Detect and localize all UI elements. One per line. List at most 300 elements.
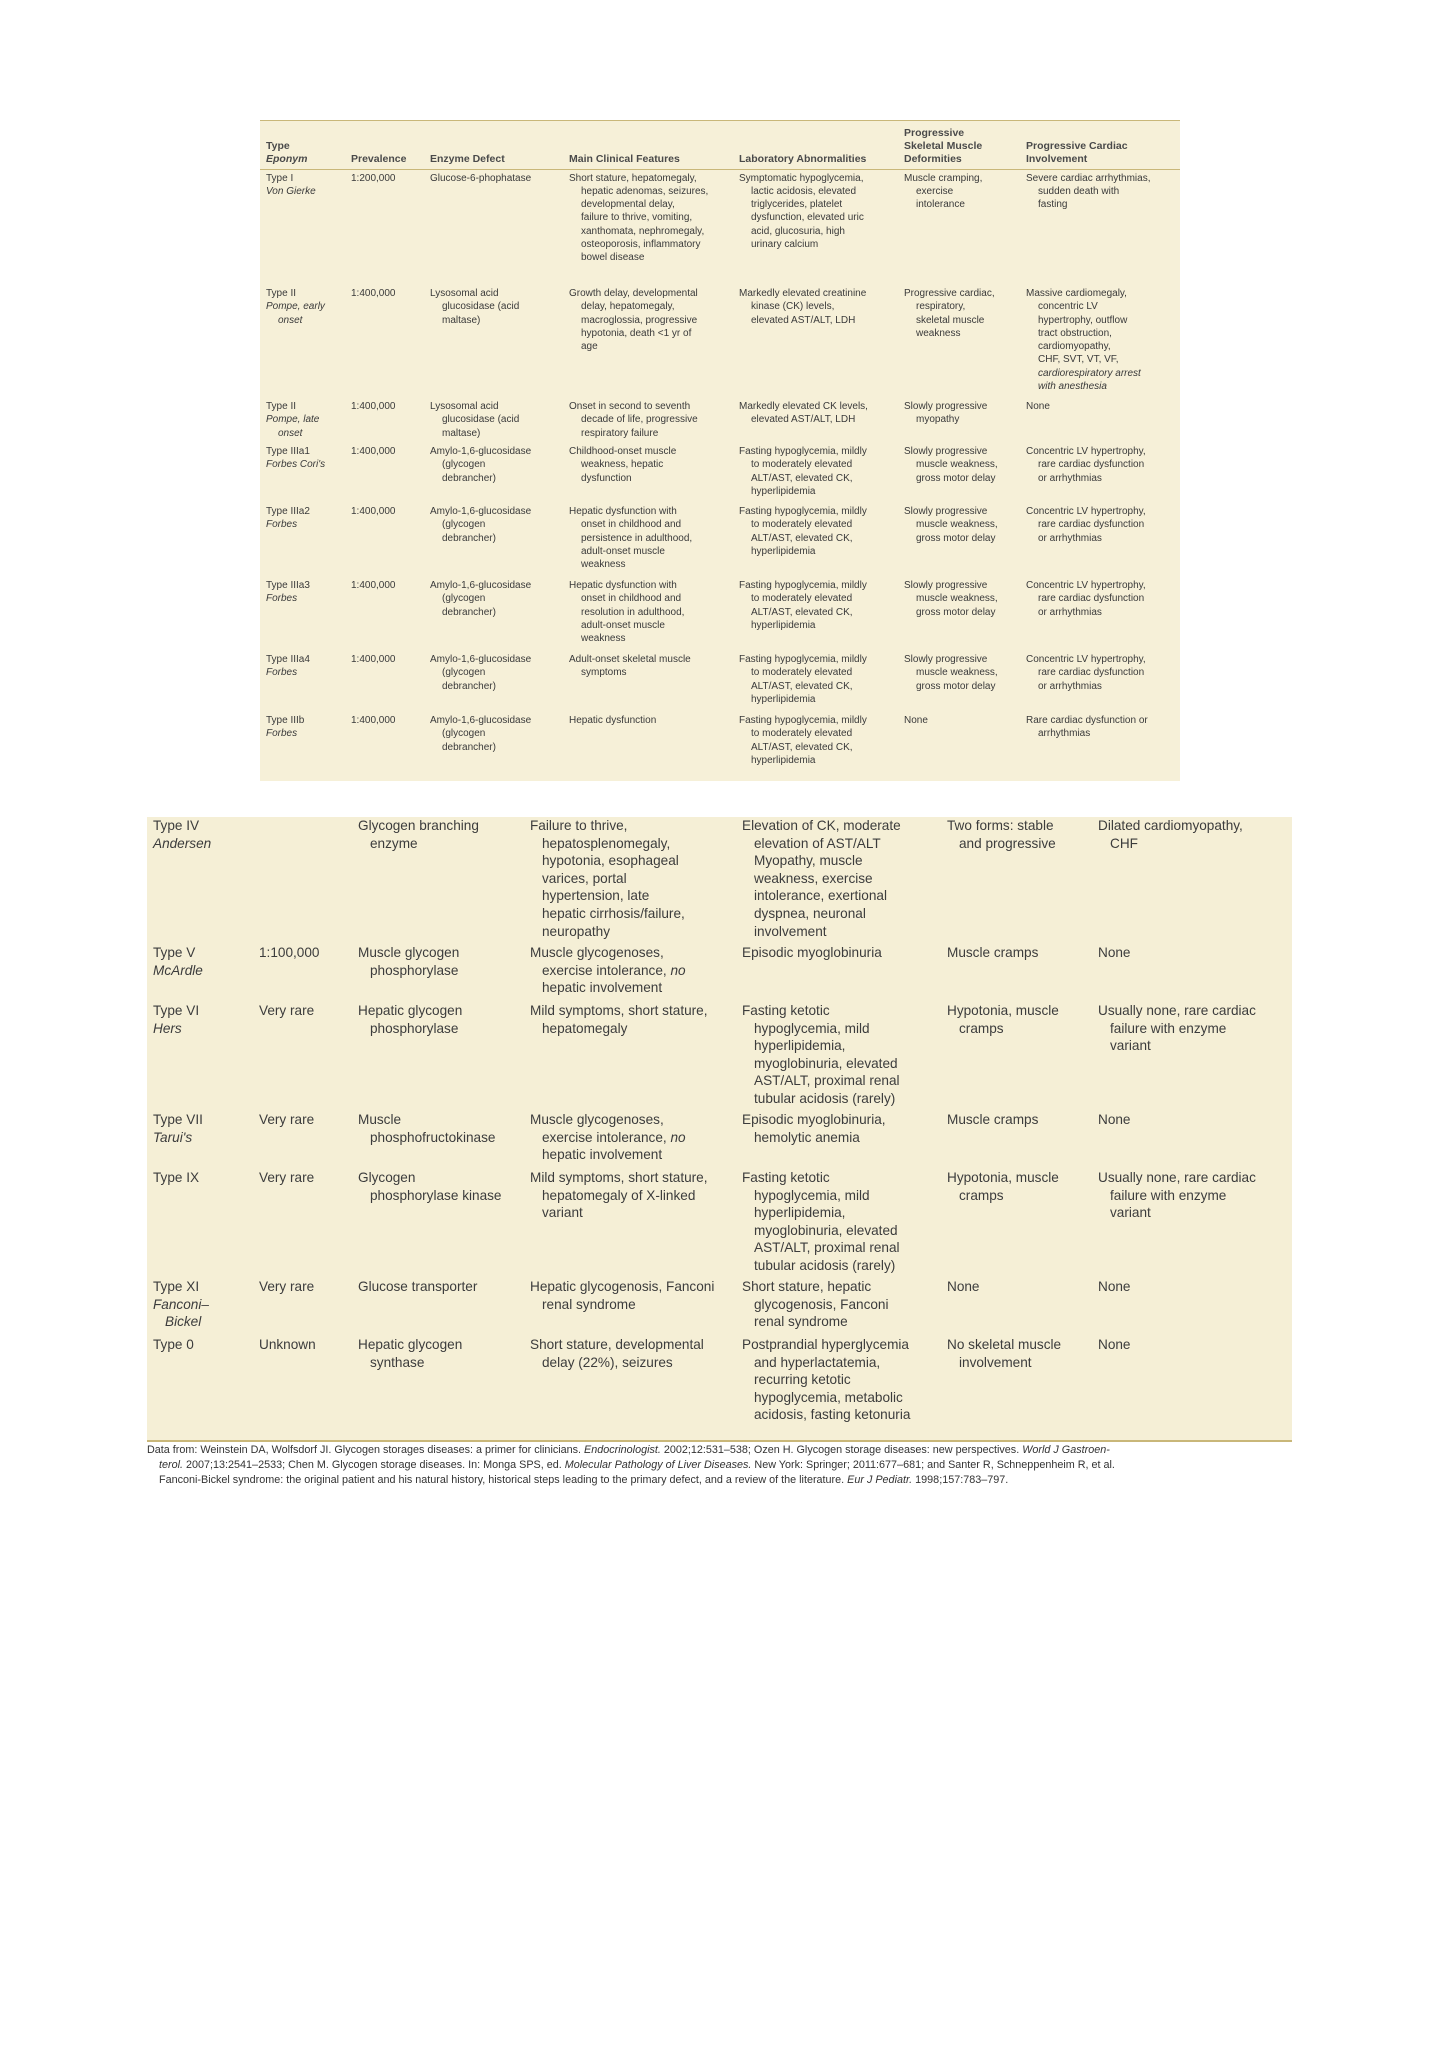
cell-text-line: dysfunction, elevated uric (751, 212, 864, 224)
cell-text-line: lactic acidosis, elevated (751, 185, 857, 197)
cell-text-line: gross motor delay (916, 680, 996, 692)
cell-text-line: involvement (754, 923, 827, 939)
cell-text-line: myopathy (916, 414, 960, 426)
cell-lab (736, 817, 941, 944)
cell-text-line: tubular acidosis (rarely) (754, 1090, 896, 1106)
cell-enzyme (424, 712, 563, 778)
cell-text-line: with anesthesia (1038, 381, 1107, 393)
cell-enzyme (352, 817, 524, 944)
table1-body (260, 169, 1180, 778)
cell-enzyme (424, 577, 563, 651)
glycogen-storage-table-part2 (147, 817, 1292, 1442)
cell-text-line: elevated AST/ALT, LDH (751, 414, 856, 426)
type-label: Type IIIa1 (266, 446, 310, 457)
cell-lab (736, 1169, 941, 1278)
eponym-label: Andersen (153, 835, 212, 851)
cell-lab (733, 398, 898, 443)
cell-text-line: Usually none, rare cardiac (1098, 1003, 1256, 1018)
cell-text-line: Glycogen branching (358, 818, 479, 833)
eponym-label: Forbes (266, 593, 298, 605)
cell-text-line: Concentric LV hypertrophy, (1026, 580, 1146, 591)
header-lab: Laboratory Abnormalities (733, 121, 898, 169)
cell-text-line: to moderately elevated (751, 667, 853, 679)
cell-text-line: hypoglycemia, mild (754, 1187, 870, 1203)
cell-text-line: variant (542, 1205, 583, 1221)
cell-text-line: hypertrophy, outflow (1038, 314, 1128, 326)
table-row (147, 1169, 1292, 1278)
cell-text-line: Postprandial hyperglycemia (742, 1337, 909, 1352)
cell-text-line: skeletal muscle (916, 314, 985, 326)
cell-text-line: Short stature, developmental (530, 1337, 704, 1352)
cell-prevalence: 1:400,000 (351, 654, 396, 665)
cell-text-line: Slowly progressive (904, 580, 988, 591)
cell-prevalence (253, 817, 352, 944)
cell-prevalence: 1:400,000 (351, 580, 396, 591)
cell-text-line: gross motor delay (916, 606, 996, 618)
cell-text-line: Amylo-1,6-glucosidase (430, 446, 532, 457)
italic-word: no (670, 1129, 686, 1145)
cell-text-line: Muscle (358, 1112, 402, 1127)
cell-text-line: Muscle glycogen (358, 945, 460, 960)
cell-lab (733, 712, 898, 778)
cell-enzyme (352, 944, 524, 1002)
cell-text-line: hyperlipidemia, (754, 1038, 846, 1054)
cell-text-line: debrancher) (442, 606, 496, 618)
header-prevalence: Prevalence (345, 121, 424, 169)
eponym-label: Hers (153, 1020, 182, 1036)
cell-text-line: to moderately elevated (751, 728, 853, 740)
cell-cardiac (1092, 1111, 1292, 1169)
cell-text-line: synthase (370, 1354, 425, 1370)
cell-text-line: tubular acidosis (rarely) (754, 1257, 896, 1273)
cell-text-line: debrancher) (442, 532, 496, 544)
cell-text-line: hyperlipidemia (751, 545, 816, 557)
cell-text-line: tract obstruction, (1038, 327, 1112, 339)
cell-text-line: or arrhythmias (1038, 680, 1102, 692)
cell-text-line: sudden death with (1038, 185, 1120, 197)
cell-text-line: Muscle cramps (947, 1112, 1039, 1127)
cell-text-line: ALT/AST, elevated CK, (751, 472, 853, 484)
cell-text-line: triglycerides, platelet (751, 199, 843, 211)
cell-text-line: hypotonia, death <1 yr of (581, 327, 692, 339)
cell-text-line: intolerance, exertional (754, 888, 887, 904)
cell-text-line: debrancher) (442, 680, 496, 692)
cell-text-line: cardiomyopathy, (1038, 341, 1111, 353)
cell-skeletal (898, 651, 1020, 712)
cell-text-line: None (947, 1279, 980, 1294)
cell-text-line: ALT/AST, elevated CK, (751, 606, 853, 618)
cell-text-line: glucosidase (acid (442, 414, 520, 426)
cell-cardiac (1092, 944, 1292, 1002)
cell-text-line: hepatomegaly (542, 1020, 628, 1036)
cell-text-line: Hepatic glycogen (358, 1003, 463, 1018)
cell-text-line: Fasting ketotic (742, 1003, 830, 1018)
cell-text-line: CHF, SVT, VT, VF, (1038, 354, 1119, 366)
table-row (260, 285, 1180, 398)
cell-text-line: hemolytic anemia (754, 1129, 860, 1145)
eponym-label: McArdle (153, 962, 203, 978)
cell-text-line: None (1098, 1279, 1131, 1294)
eponym-label: Pompe, late (266, 414, 320, 426)
header-type: Type Eponym (260, 121, 345, 169)
cell-text-line: muscle weakness, (916, 593, 998, 605)
cell-lab (736, 944, 941, 1002)
cell-text-line: exercise (916, 185, 954, 197)
cell-text-line: urinary calcium (751, 238, 819, 250)
cell-enzyme (424, 503, 563, 577)
cell-prevalence: Very rare (259, 1003, 315, 1018)
cell-lab (736, 1111, 941, 1169)
cell-lab (736, 1002, 941, 1111)
cell-lab (733, 651, 898, 712)
cell-text-line: Elevation of CK, moderate (742, 818, 901, 833)
cell-text-line: acid, glucosuria, high (751, 225, 845, 237)
cell-text-line: Massive cardiomegaly, (1026, 288, 1127, 299)
eponym-label: Tarui's (153, 1129, 193, 1145)
cell-enzyme (352, 1336, 524, 1434)
cell-clinical (563, 651, 733, 712)
cell-text-line: ALT/AST, elevated CK, (751, 741, 853, 753)
table1 (260, 121, 1180, 778)
cell-text-line: variant (1110, 1205, 1151, 1221)
cell-text-line: hypertension, late (542, 888, 650, 904)
cell-type (260, 169, 345, 285)
cell-text-line: Lysosomal acid (430, 401, 499, 412)
cell-text-line: Glucose transporter (358, 1279, 478, 1294)
type-label: Type IIIa4 (266, 654, 310, 665)
table-row (147, 1002, 1292, 1111)
cell-text-line: rare cardiac dysfunction (1038, 593, 1145, 605)
type-label: Type IIIb (266, 715, 305, 726)
cell-text-line: persistence in adulthood, (581, 532, 693, 544)
cell-cardiac (1092, 1169, 1292, 1278)
cell-text-line: dyspnea, neuronal (754, 905, 866, 921)
cell-text-line: renal syndrome (542, 1296, 636, 1312)
cell-text-line: and hyperlactatemia, (754, 1354, 881, 1370)
cell-text-line: Fasting ketotic (742, 1170, 830, 1185)
cell-text-line: myoglobinuria, elevated (754, 1055, 898, 1071)
type-label: Type II (266, 288, 297, 299)
cell-text-line: rare cardiac dysfunction (1038, 519, 1145, 531)
cell-text-line: None (1098, 1337, 1131, 1352)
cell-text-line: muscle weakness, (916, 459, 998, 471)
type-label: Type IIIa2 (266, 506, 310, 517)
cell-clinical (563, 712, 733, 778)
cell-text-line: ALT/AST, elevated CK, (751, 680, 853, 692)
cell-text-line: macroglossia, progressive (581, 314, 698, 326)
cell-text-line: phosphorylase kinase (370, 1187, 502, 1203)
cell-prevalence: 1:200,000 (351, 172, 396, 184)
cell-type (147, 1169, 253, 1278)
cell-prevalence: 1:400,000 (351, 506, 396, 517)
cell-text-line: hyperlipidemia (751, 693, 816, 705)
cell-text-line: None (1026, 401, 1050, 412)
cell-type (260, 443, 345, 503)
cell-text-line: weakness (581, 633, 626, 645)
cell-text-line: Amylo-1,6-glucosidase (430, 580, 532, 591)
cell-text-line: Failure to thrive, (530, 818, 628, 833)
cell-text-line: None (1098, 945, 1131, 960)
cell-text-line: Fasting hypoglycemia, mildly (739, 580, 867, 591)
cell-text-line: exercise intolerance, no (542, 962, 686, 978)
cell-text-line: Episodic myoglobinuria (742, 945, 882, 960)
cell-skeletal (941, 1002, 1092, 1111)
cell-clinical (524, 1278, 736, 1336)
cell-text-line: Slowly progressive (904, 506, 988, 517)
cell-skeletal (898, 169, 1020, 285)
cell-text-line: weakness (916, 327, 961, 339)
cell-text-line: Slowly progressive (904, 446, 988, 457)
cell-text-line: arrhythmias (1038, 728, 1091, 740)
header-enzyme: Enzyme Defect (424, 121, 563, 169)
cell-text-line: (glycogen (442, 667, 486, 679)
cell-text-line: symptoms (581, 667, 627, 679)
cell-text-line: to moderately elevated (751, 519, 853, 531)
cell-text-line: muscle weakness, (916, 519, 998, 531)
type-label: Type II (266, 401, 297, 412)
cell-text-line: phosphorylase (370, 962, 459, 978)
cell-cardiac (1020, 443, 1180, 503)
cell-text-line: Severe cardiac arrhythmias, (1026, 172, 1151, 184)
cell-text-line: weakness, exercise (754, 870, 873, 886)
cell-skeletal (941, 1111, 1092, 1169)
cell-text-line: onset in childhood and (581, 519, 682, 531)
table1-header-row (260, 121, 1180, 169)
cell-enzyme (424, 398, 563, 443)
cell-text-line: (glycogen (442, 728, 486, 740)
cell-text-line: muscle weakness, (916, 667, 998, 679)
cell-text-line: neuropathy (542, 923, 611, 939)
cell-text-line: exercise intolerance, no (542, 1129, 686, 1145)
cell-lab (733, 285, 898, 398)
table-row (147, 1111, 1292, 1169)
type-label: Type IV (153, 818, 200, 833)
cell-text-line: failure to thrive, vomiting, (581, 212, 693, 224)
eponym-label: Forbes (266, 667, 298, 679)
cell-text-line: Progressive cardiac, (904, 288, 995, 299)
cell-type (260, 398, 345, 443)
cell-text-line: myoglobinuria, elevated (754, 1222, 898, 1238)
cell-type (147, 944, 253, 1002)
cell-text-line: maltase) (442, 314, 481, 326)
eponym-label: Von Gierke (266, 185, 316, 197)
cell-type (260, 651, 345, 712)
cell-text-line: Fasting hypoglycemia, mildly (739, 715, 867, 726)
cell-prevalence: Very rare (259, 1170, 315, 1185)
eponym-label: onset (278, 314, 303, 326)
type-label: Type XI (153, 1279, 200, 1294)
cell-clinical (563, 443, 733, 503)
cell-text-line: Mild symptoms, short stature, (530, 1003, 708, 1018)
cell-text-line: AST/ALT, proximal renal (754, 1240, 900, 1256)
cell-text-line: Two forms: stable (947, 818, 1054, 833)
cell-skeletal (898, 577, 1020, 651)
cell-text-line: hepatomegaly of X-linked (542, 1187, 696, 1203)
eponym-label: Forbes Cori's (266, 459, 326, 471)
cell-clinical (563, 169, 733, 285)
table-row (147, 817, 1292, 944)
type-label: Type IX (153, 1170, 200, 1185)
eponym-label: Forbes (266, 728, 298, 740)
cell-text-line: hyperlipidemia, (754, 1205, 846, 1221)
cell-text-line: hepatic adenomas, seizures, (581, 185, 709, 197)
cell-cardiac (1020, 285, 1180, 398)
cell-text-line: fasting (1038, 199, 1068, 211)
cell-text-line: Glucose-6-phophatase (430, 172, 532, 184)
cell-text-line: Slowly progressive (904, 401, 988, 412)
cell-text-line: Lysosomal acid (430, 288, 499, 299)
cell-text-line: hepatic involvement (542, 1147, 663, 1163)
cell-text-line: recurring ketotic (754, 1372, 851, 1388)
cell-text-line: renal syndrome (754, 1314, 848, 1330)
cell-type (260, 712, 345, 778)
cell-text-line: Adult-onset skeletal muscle (569, 654, 691, 665)
cell-clinical (524, 1169, 736, 1278)
cell-text-line: glucosidase (acid (442, 301, 520, 313)
cell-text-line: Muscle cramping, (904, 172, 983, 184)
cell-text-line: hyperlipidemia (751, 619, 816, 631)
table-row (147, 1336, 1292, 1434)
cell-skeletal (941, 1169, 1092, 1278)
header-clinical: Main Clinical Features (563, 121, 733, 169)
cell-text-line: Myopathy, muscle (754, 853, 863, 869)
cell-text-line: acidosis, fasting ketonuria (754, 1407, 911, 1423)
cell-text-line: Hepatic glycogenosis, Fanconi (530, 1279, 715, 1294)
cell-text-line: Fasting hypoglycemia, mildly (739, 506, 867, 517)
cell-clinical (524, 1111, 736, 1169)
cell-cardiac (1020, 169, 1180, 285)
cell-text-line: bowel disease (581, 252, 645, 264)
cell-clinical (524, 1002, 736, 1111)
cell-text-line: or arrhythmias (1038, 532, 1102, 544)
cell-clinical (524, 817, 736, 944)
cell-text-line: Concentric LV hypertrophy, (1026, 654, 1146, 665)
cell-text-line: hyperlipidemia (751, 485, 816, 497)
table2-body (147, 817, 1292, 1434)
cell-text-line: (glycogen (442, 459, 486, 471)
cell-text-line: Markedly elevated CK levels, (739, 401, 868, 412)
cell-text-line: CHF (1110, 835, 1138, 851)
cell-text-line: adult-onset muscle (581, 545, 665, 557)
cell-prevalence: Very rare (259, 1279, 315, 1294)
table-row (147, 944, 1292, 1002)
cell-prevalence: 1:100,000 (259, 945, 320, 960)
cell-type (147, 817, 253, 944)
cell-clinical (524, 1336, 736, 1434)
cell-lab (733, 443, 898, 503)
cell-text-line: age (581, 341, 598, 353)
cell-text-line: No skeletal muscle (947, 1337, 1062, 1352)
cell-enzyme (352, 1278, 524, 1336)
type-label: Type V (153, 945, 196, 960)
cell-text-line: Slowly progressive (904, 654, 988, 665)
cell-text-line: resolution in adulthood, (581, 606, 685, 618)
cell-text-line: hypotonia, esophageal (542, 853, 679, 869)
cell-text-line: xanthomata, nephromegaly, (581, 225, 705, 237)
cell-text-line: Markedly elevated creatinine (739, 288, 867, 299)
cell-text-line: Rare cardiac dysfunction or (1026, 715, 1148, 726)
cell-text-line: Concentric LV hypertrophy, (1026, 506, 1146, 517)
source-footnote: Data from: Weinstein DA, Wolfsdorf JI. Glycogen storages diseases: a primer for clinicians. Endocrinologist. 2002;12:531–538; Ozen H. Glycogen storage diseases: new perspectives. World J Gastroen- terol. 2007;13:2541–2533; Chen M. Glycogen storage diseases. In: Monga SPS, ed. Molecular Pathology of Liver Diseases. New York: Springer; 2011:677–681; and Santer R, Schneppenheim R, et al. Fanconi-Bickel syndrome: the original patient and his natural history, historical steps leading to the primary defect, and a review of the literature. Eur J Pediatr. 1998;157:783–797. (147, 1444, 1115, 1486)
cell-skeletal (898, 712, 1020, 778)
cell-text-line: or arrhythmias (1038, 472, 1102, 484)
cell-text-line: enzyme (370, 835, 418, 851)
cell-type (147, 1336, 253, 1434)
cell-text-line: Muscle cramps (947, 945, 1039, 960)
cell-clinical (524, 944, 736, 1002)
cell-text-line: hypoglycemia, mild (754, 1020, 870, 1036)
cell-text-line: Hypotonia, muscle (947, 1170, 1059, 1185)
cell-text-line: phosphorylase (370, 1020, 459, 1036)
cell-text-line: delay (22%), seizures (542, 1354, 673, 1370)
cell-prevalence: Very rare (259, 1112, 315, 1127)
cell-skeletal (898, 503, 1020, 577)
cell-text-line: Hypotonia, muscle (947, 1003, 1059, 1018)
cell-text-line: hepatic cirrhosis/failure, (542, 905, 685, 921)
cell-text-line: intolerance (916, 199, 965, 211)
table-row (260, 169, 1180, 285)
cell-cardiac (1020, 577, 1180, 651)
cell-text-line: hepatosplenomegaly, (542, 835, 671, 851)
cell-text-line: cramps (959, 1020, 1004, 1036)
cell-text-line: Fasting hypoglycemia, mildly (739, 654, 867, 665)
cell-text-line: adult-onset muscle (581, 619, 665, 631)
cell-prevalence: 1:400,000 (351, 446, 396, 457)
type-label: Type VII (153, 1112, 203, 1127)
cell-enzyme (352, 1111, 524, 1169)
cell-text-line: Fasting hypoglycemia, mildly (739, 446, 867, 457)
cell-prevalence: 1:400,000 (351, 715, 396, 726)
cell-enzyme (352, 1002, 524, 1111)
cell-cardiac (1092, 1278, 1292, 1336)
cell-text-line: respiratory failure (581, 427, 659, 439)
cell-text-line: failure with enzyme (1110, 1020, 1227, 1036)
cell-text-line: Hepatic dysfunction with (569, 580, 677, 591)
table-row (260, 577, 1180, 651)
cell-text-line: varices, portal (542, 870, 627, 886)
cell-text-line: Concentric LV hypertrophy, (1026, 446, 1146, 457)
cell-skeletal (898, 443, 1020, 503)
eponym-label: Bickel (165, 1314, 202, 1330)
cell-text-line: kinase (CK) levels, (751, 301, 835, 313)
cell-text-line: Hepatic dysfunction with (569, 506, 677, 517)
cell-text-line: Hepatic dysfunction (569, 715, 657, 726)
cell-text-line: involvement (959, 1354, 1032, 1370)
cell-text-line: concentric LV (1038, 301, 1098, 313)
cell-text-line: Usually none, rare cardiac (1098, 1170, 1256, 1185)
cell-enzyme (424, 443, 563, 503)
header-skeletal: Progressive Skeletal Muscle Deformities (898, 121, 1020, 169)
cell-text-line: (glycogen (442, 519, 486, 531)
cell-text-line: hypoglycemia, metabolic (754, 1389, 903, 1405)
type-label: Type I (266, 172, 294, 184)
eponym-label: Forbes (266, 519, 298, 531)
cell-cardiac (1092, 817, 1292, 944)
cell-text-line: to moderately elevated (751, 593, 853, 605)
cell-skeletal (941, 944, 1092, 1002)
cell-text-line: Mild symptoms, short stature, (530, 1170, 708, 1185)
cell-text-line: weakness, hepatic (581, 459, 664, 471)
cell-text-line: Episodic myoglobinuria, (742, 1112, 886, 1127)
cell-enzyme (424, 169, 563, 285)
cell-text-line: cardiorespiratory arrest (1038, 367, 1141, 379)
type-label: Type VI (153, 1003, 200, 1018)
cell-text-line: variant (1110, 1038, 1151, 1054)
cell-text-line: Amylo-1,6-glucosidase (430, 506, 532, 517)
cell-type (260, 285, 345, 398)
cell-skeletal (941, 1336, 1092, 1434)
cell-enzyme (352, 1169, 524, 1278)
